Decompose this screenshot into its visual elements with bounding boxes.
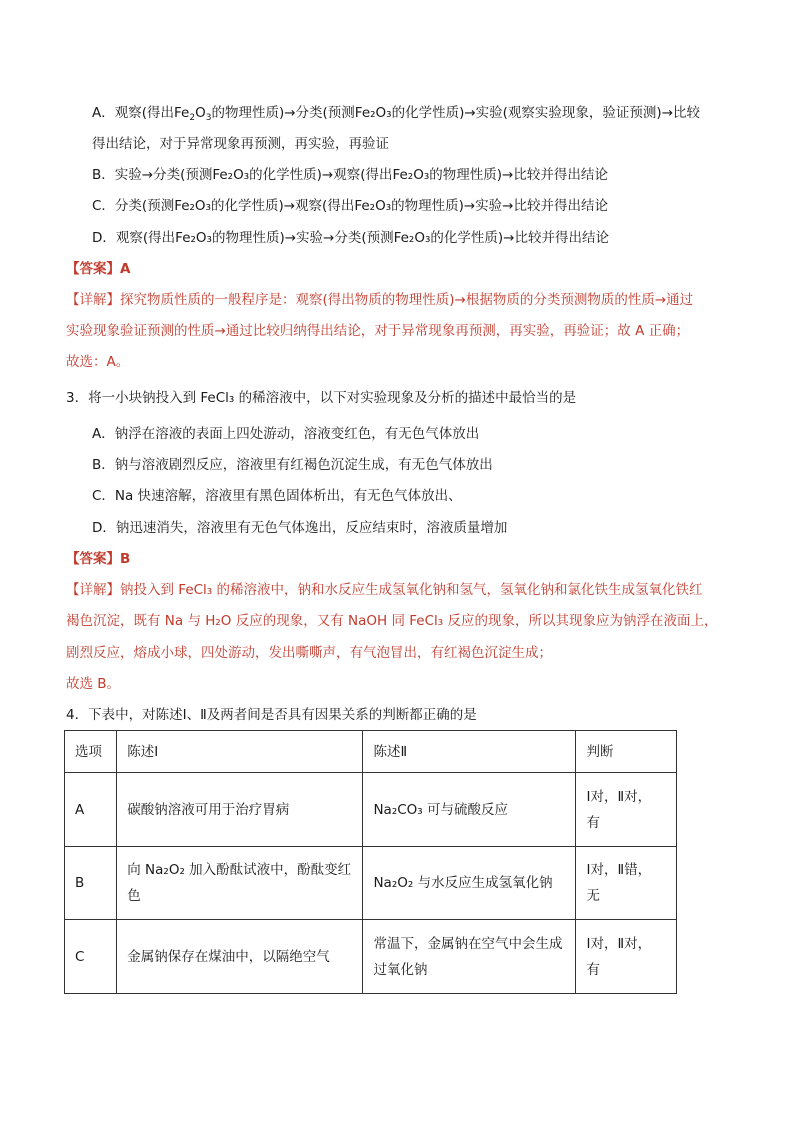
row-statement-1: 向 Na₂O₂ 加入酚酞试液中，酚酞变红色 bbox=[117, 847, 363, 920]
header-judgement: 判断 bbox=[576, 731, 677, 773]
row-option: A bbox=[65, 773, 117, 847]
header-statement-1: 陈述Ⅰ bbox=[117, 731, 363, 773]
row-statement-1: 碳酸钠溶液可用于治疗胃病 bbox=[117, 773, 363, 847]
q2-option-d: D．观察(得出Fe₂O₃的物理性质)→实验→分类(预测Fe₂O₃的化学性质)→比较并得出结论 bbox=[92, 230, 609, 246]
q2-option-a: A．观察(得出$Fe_2O_3$的物理性质)→分类(预测Fe₂O₃的化学性质)→实验(观察实验现象，验证预测)→比较 bbox=[92, 105, 701, 123]
q2-detail-line2: 实验现象验证预测的性质→通过比较归纳得出结论，对于异常现象再预测，再实验，再验证；故 A 正确； bbox=[66, 323, 690, 339]
q2-answer: 【答案】A bbox=[66, 261, 131, 277]
q3-option-c: C．Na 快速溶解，溶液里有黑色固体析出，有无色气体放出、 bbox=[92, 488, 462, 504]
q3-option-a: A．钠浮在溶液的表面上四处游动，溶液变红色，有无色气体放出 bbox=[92, 426, 480, 442]
q2-detail-line3: 故选：A。 bbox=[66, 354, 130, 370]
row-statement-1: 金属钠保存在煤油中，以隔绝空气 bbox=[117, 920, 363, 994]
row-statement-2: Na₂CO₃ 可与硫酸反应 bbox=[363, 773, 576, 847]
header-statement-2: 陈述Ⅱ bbox=[363, 731, 576, 773]
q3-detail-line4: 故选 B。 bbox=[66, 676, 121, 692]
row-judgement: Ⅰ对，Ⅱ对， 有 bbox=[576, 920, 677, 994]
q3-option-d: D．钠迅速消失，溶液里有无色气体逸出，反应结束时，溶液质量增加 bbox=[92, 520, 508, 536]
q4-table bbox=[64, 730, 677, 994]
q3-detail-line1: 【详解】钠投入到 FeCl₃ 的稀溶液中，钠和水反应生成氢氧化钠和氢气，氢氧化钠和氯化铁生成氢氧化铁红 bbox=[66, 582, 703, 598]
table-header-row bbox=[65, 731, 677, 773]
q2-detail-line1: 【详解】探究物质性质的一般程序是：观察(得出物质的物理性质)→根据物质的分类预测物质的性质→通过 bbox=[66, 292, 694, 308]
table-row bbox=[65, 920, 677, 994]
row-statement-2: 常温下，金属钠在空气中会生成 过氧化钠 bbox=[363, 920, 576, 994]
q2-option-a-line2: 得出结论，对于异常现象再预测，再实验，再验证 bbox=[92, 136, 389, 152]
row-option: C bbox=[65, 920, 117, 994]
q3-stem: 3．将一小块钠投入到 FeCl₃ 的稀溶液中，以下对实验现象及分析的描述中最恰当的是 bbox=[66, 390, 577, 406]
table-row bbox=[65, 847, 677, 920]
row-judgement: Ⅰ对，Ⅱ对， 有 bbox=[576, 773, 677, 847]
q4-stem: 4．下表中，对陈述Ⅰ、Ⅱ及两者间是否具有因果关系的判断都正确的是 bbox=[66, 707, 477, 723]
row-statement-2: Na₂O₂ 与水反应生成氢氧化钠 bbox=[363, 847, 576, 920]
header-option: 选项 bbox=[65, 731, 117, 773]
table-row bbox=[65, 773, 677, 847]
q3-detail-line2: 褐色沉淀，既有 Na 与 H₂O 反应的现象，又有 NaOH 同 FeCl₃ 反应的现象，所以其现象应为钠浮在液面上， bbox=[66, 613, 718, 629]
q2-option-c: C．分类(预测Fe₂O₃的化学性质)→观察(得出Fe₂O₃的物理性质)→实验→比较并得出结论 bbox=[92, 198, 608, 214]
q3-option-b: B．钠与溶液剧烈反应，溶液里有红褐色沉淀生成，有无色气体放出 bbox=[92, 457, 493, 473]
q3-detail-line3: 剧烈反应，熔成小球，四处游动，发出嘶嘶声，有气泡冒出，有红褐色沉淀生成； bbox=[66, 645, 552, 661]
row-option: B bbox=[65, 847, 117, 920]
row-judgement: Ⅰ对，Ⅱ错， 无 bbox=[576, 847, 677, 920]
q3-answer: 【答案】B bbox=[66, 551, 131, 567]
q2-option-b: B．实验→分类(预测Fe₂O₃的化学性质)→观察(得出Fe₂O₃的物理性质)→比较并得出结论 bbox=[92, 167, 608, 183]
